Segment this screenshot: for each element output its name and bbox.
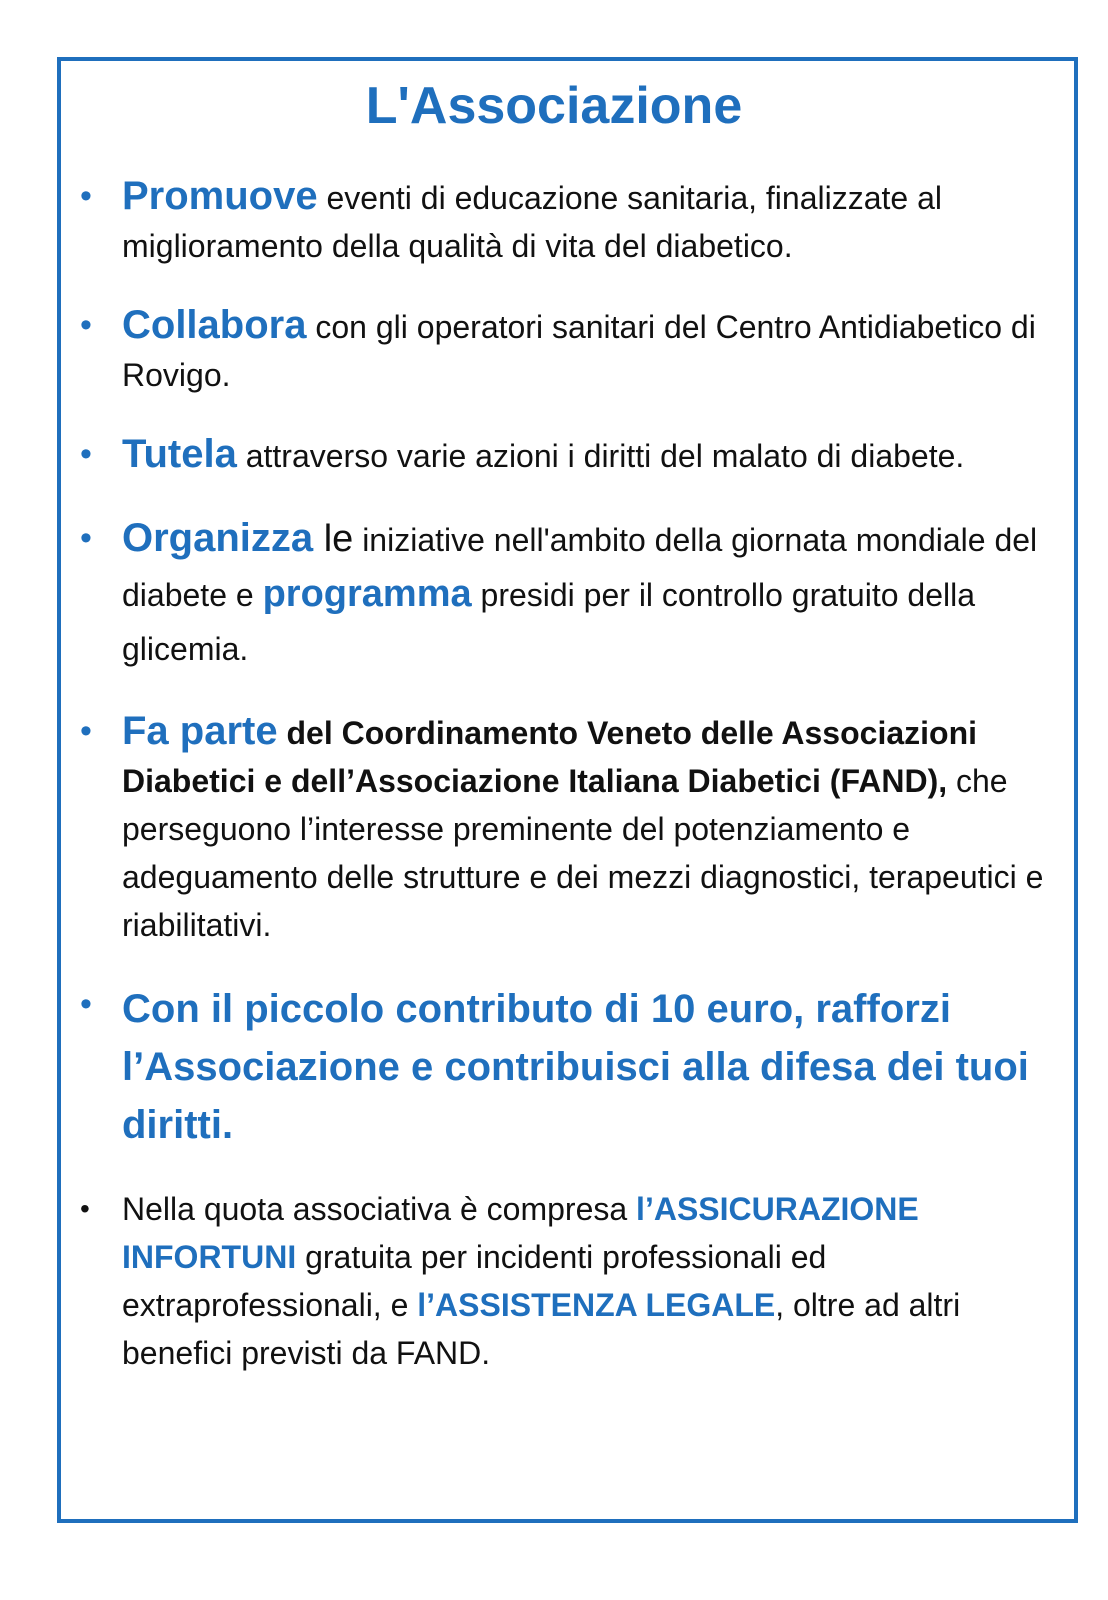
- item-text-end: presidi per il controllo gratuito della glicemia.: [122, 577, 975, 667]
- accent-assicurazione: l’ASSICURAZIONE INFORTUNI: [122, 1191, 919, 1275]
- item-text: Nella quota associativa è compresa: [122, 1191, 637, 1227]
- keyword: Fa parte: [122, 709, 278, 753]
- item-text: eventi di educazione sanitaria, finalizzate al miglioramento della qualità di vita del diabetico.: [122, 180, 942, 264]
- item-text: attraverso varie azioni i diritti del malato di diabete.: [236, 438, 965, 474]
- bullet-icon: •: [80, 985, 92, 1023]
- list-item-promuove: [80, 172, 1057, 270]
- keyword: Collabora: [122, 303, 307, 347]
- bullet-icon: •: [80, 519, 92, 557]
- item-text: iniziative nell'ambito della giornata mondiale del diabete e: [122, 522, 1038, 613]
- bullet-icon: •: [80, 435, 92, 473]
- item-bold-text: del Coordinamento Veneto delle Associazioni Diabetici e dell’Associazione Italiana Diabetici (FAND),: [122, 715, 977, 799]
- item-text-end: , oltre ad altri benefici previsti da FAND.: [122, 1287, 961, 1371]
- page-title: L'Associazione: [365, 77, 743, 135]
- bullet-list: [80, 172, 1057, 1408]
- list-item-collabora: [80, 301, 1057, 399]
- keyword: Organizza: [122, 516, 314, 560]
- keyword-programma: programma: [262, 573, 472, 615]
- item-text-mid: gratuita per incidenti professionali ed extraprofessionali, e: [122, 1239, 827, 1323]
- list-item-quota: [80, 1185, 1057, 1377]
- item-text: che perseguono l’interesse preminente del potenziamento e adeguamento delle strutture e dei mezzi diagnostici, terapeutici e riabilitativi.: [122, 763, 1044, 943]
- bullet-icon: •: [80, 712, 92, 750]
- bullet-icon: •: [80, 177, 92, 215]
- bullet-icon: •: [80, 1193, 90, 1224]
- item-text-le: le: [313, 518, 354, 560]
- bullet-icon: •: [80, 306, 92, 344]
- list-item-fa-parte: [80, 707, 1057, 949]
- list-item-organizza: [80, 511, 1057, 676]
- highlight-text: Con il piccolo contributo di 10 euro, rafforzi l’Associazione e contribuisci alla difesa dei tuoi diritti.: [122, 987, 1029, 1147]
- item-text: con gli operatori sanitari del Centro Antidiabetico di Rovigo.: [122, 309, 1036, 393]
- list-item-contributo: [80, 980, 1057, 1154]
- keyword: Promuove: [122, 174, 318, 218]
- keyword: Tutela: [122, 432, 237, 476]
- list-item-tutela: [80, 430, 1057, 480]
- accent-assistenza: l’ASSISTENZA LEGALE: [417, 1287, 776, 1323]
